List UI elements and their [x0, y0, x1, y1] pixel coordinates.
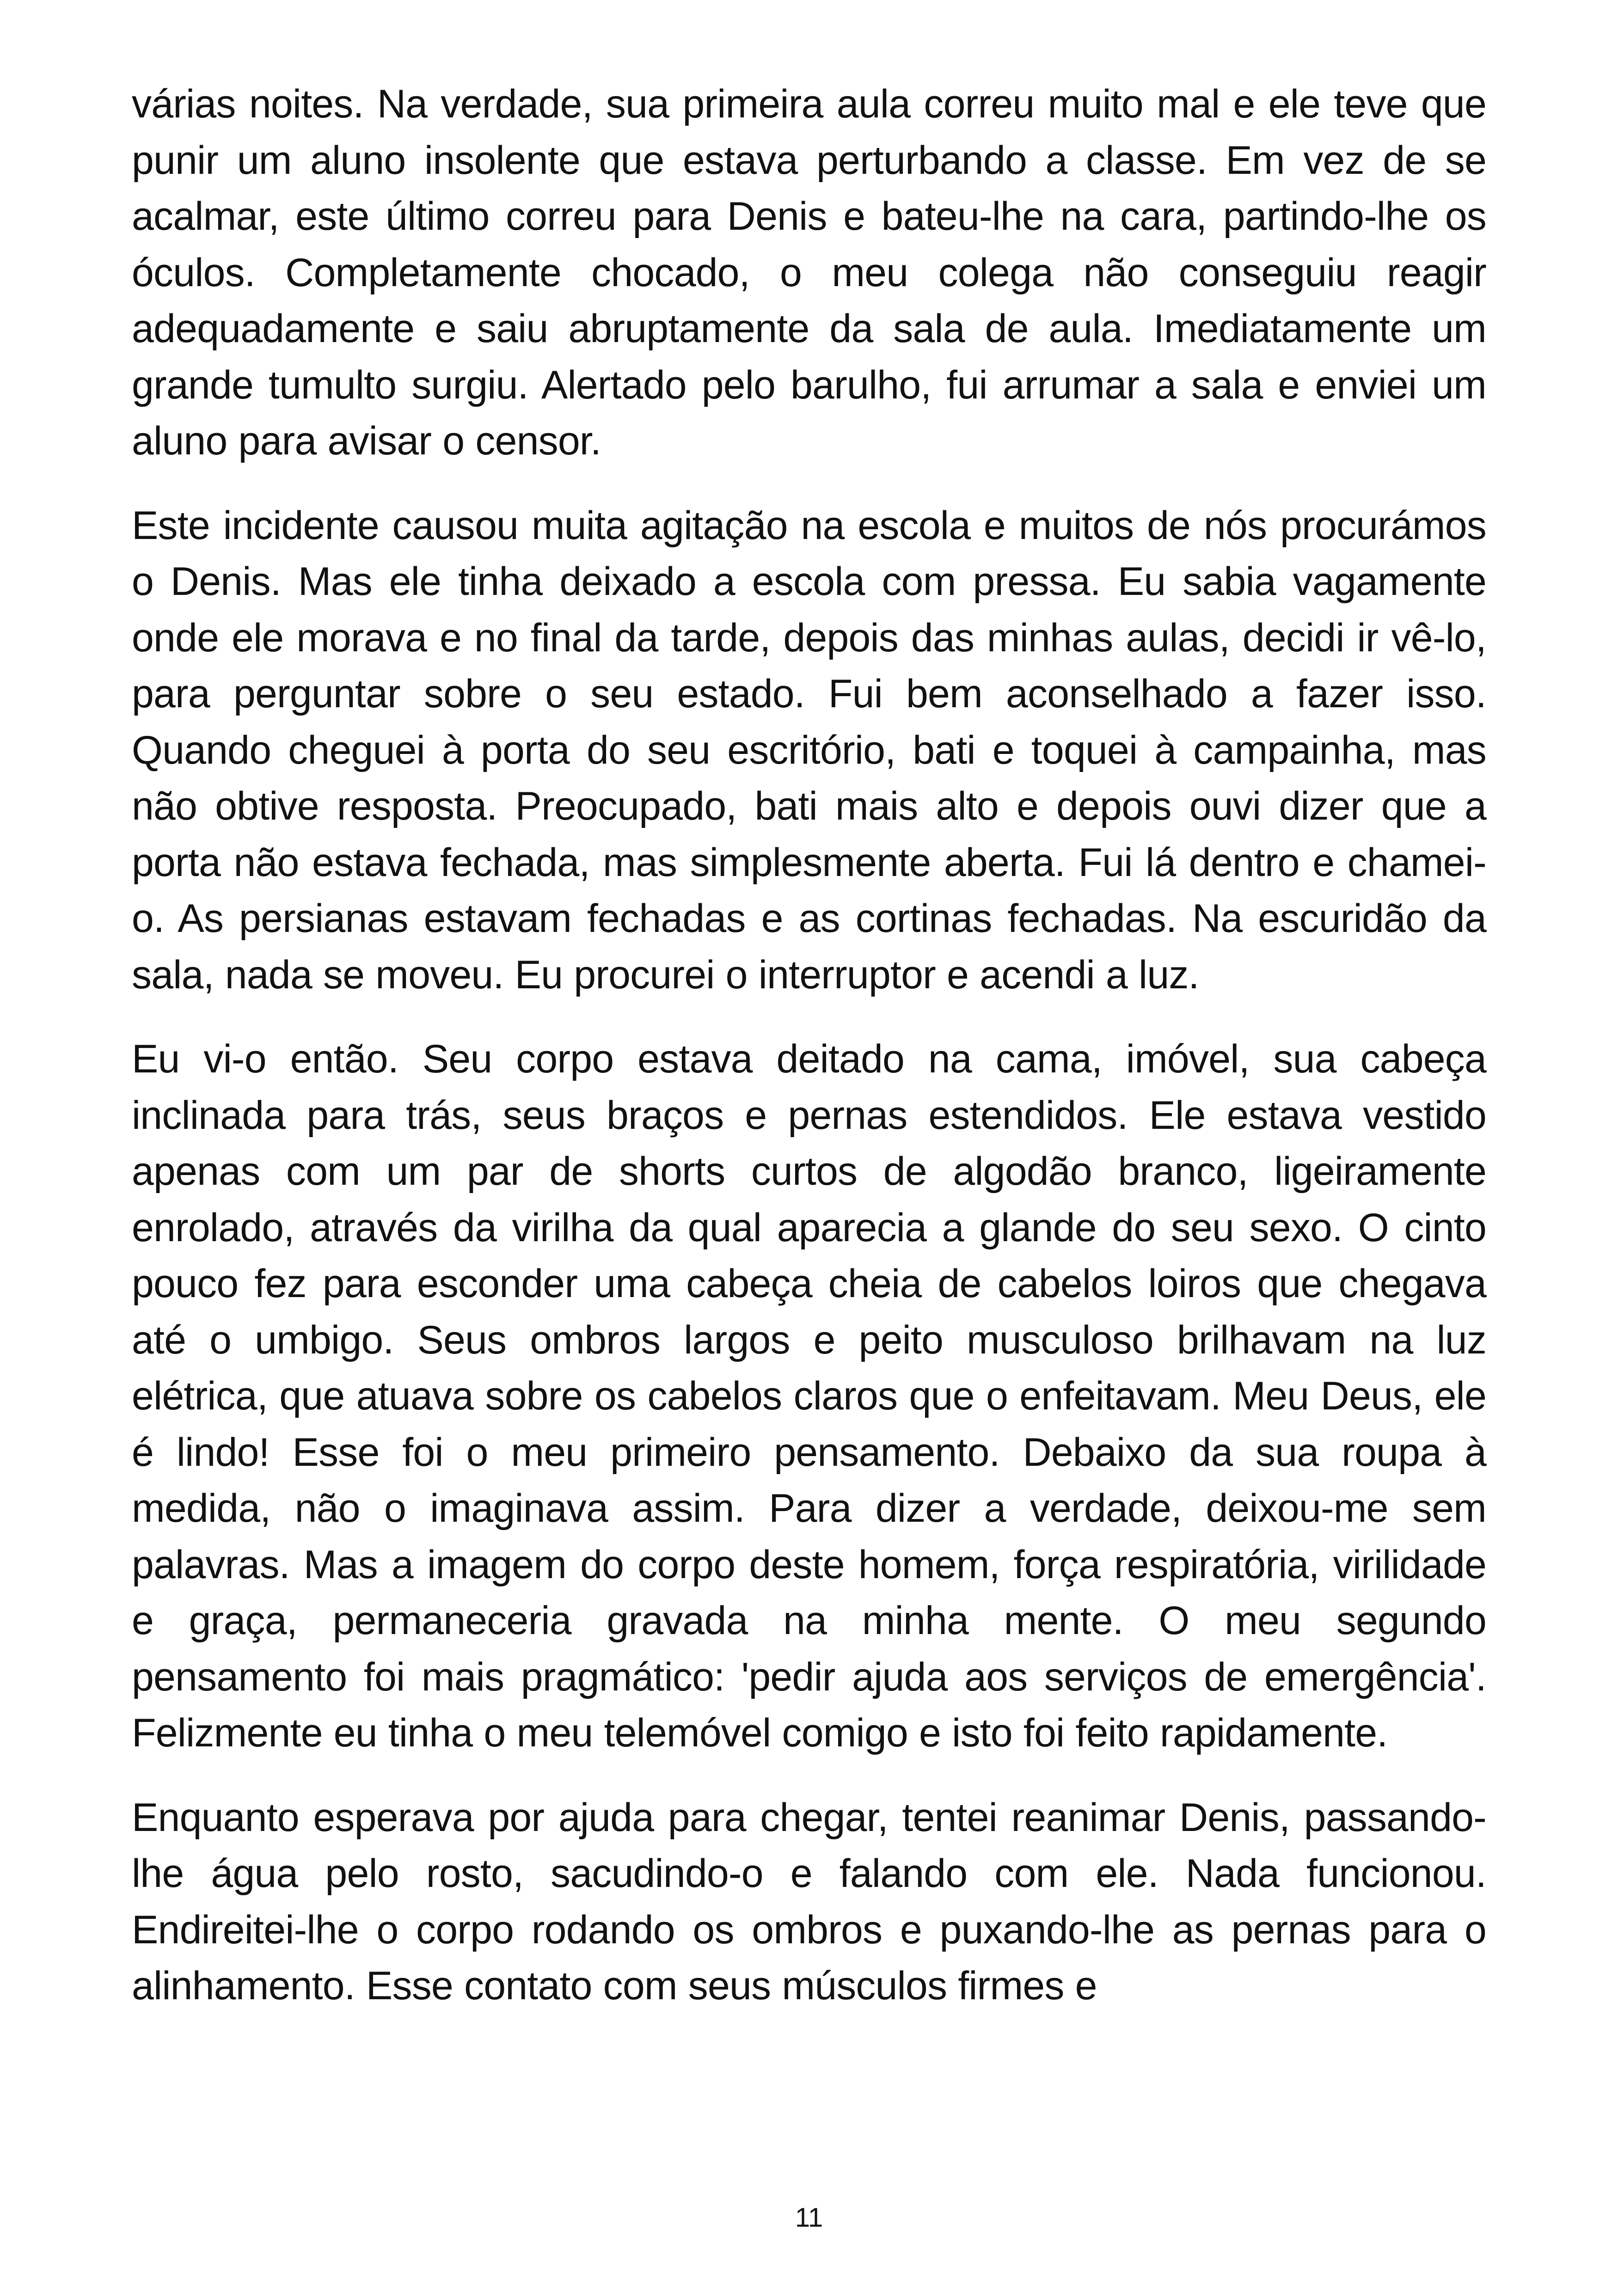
paragraph-2: Este incidente causou muita agitação na escola e muitos de nós procurámos o Denis. Mas ele tinha deixado a escola com pressa. Eu sabia vagamente onde ele morava e no final da tarde, depois das minhas aulas, decidi ir vê-lo, para perguntar sobre o seu estado. Fui bem aconselhado a fazer isso. Quando cheguei à porta do seu escritório, bati e toquei à campainha, mas não obtive resposta. Preocupado, bati mais alto e depois ouvi dizer que a porta não estava fechada, mas simplesmente aberta. Fui lá dentro e chamei-o. As persianas estavam fechadas e as cortinas fechadas. Na escuridão da sala, nada se moveu. Eu procurei o interruptor e acendi a luz. — [132, 503, 1486, 997]
paragraph-1: várias noites. Na verdade, sua primeira aula correu muito mal e ele teve que punir um aluno insolente que estava perturbando a classe. Em vez de se acalmar, este último correu para Denis e bateu-lhe na cara, partindo-lhe os óculos. Completamente chocado, o meu colega não conseguiu reagir adequadamente e saiu abruptamente da sala de aula. Imediatamente um grande tumulto surgiu. Alertado pelo barulho, fui arrumar a sala e enviei um aluno para avisar o censor. — [132, 82, 1486, 463]
page-number: 11 — [795, 2203, 823, 2233]
paragraph-4: Enquanto esperava por ajuda para chegar, tentei reanimar Denis, passando-lhe água pelo rosto, sacudindo-o e falando com ele. Nada funcionou. Endireitei-lhe o corpo rodando os ombros e puxando-lhe as pernas para o alinhamento. Esse contato com seus músculos firmes e — [132, 1795, 1486, 2008]
paragraph-3: Eu vi-o então. Seu corpo estava deitado na cama, imóvel, sua cabeça inclinada para trás, seus braços e pernas estendidos. Ele estava vestido apenas com um par de shorts curtos de algodão branco, ligeiramente enrolado, através da virilha da qual aparecia a glande do seu sexo. O cinto pouco fez para esconder uma cabeça cheia de cabelos loiros que chegava até o umbigo. Seus ombros largos e peito musculoso brilhavam na luz elétrica, que atuava sobre os cabelos claros que o enfeitavam. Meu Deus, ele é lindo! Esse foi o meu primeiro pensamento. Debaixo da sua roupa à medida, não o imaginava assim. Para dizer a verdade, deixou-me sem palavras. Mas a imagem do corpo deste homem, força respiratória, virilidade e graça, permaneceria gravada na minha mente. O meu segundo pensamento foi mais pragmático: 'pedir ajuda aos serviços de emergência'. Felizmente eu tinha o meu telemóvel comigo e isto foi feito rapidamente. — [132, 1037, 1486, 1755]
body-text — [132, 76, 1486, 2043]
